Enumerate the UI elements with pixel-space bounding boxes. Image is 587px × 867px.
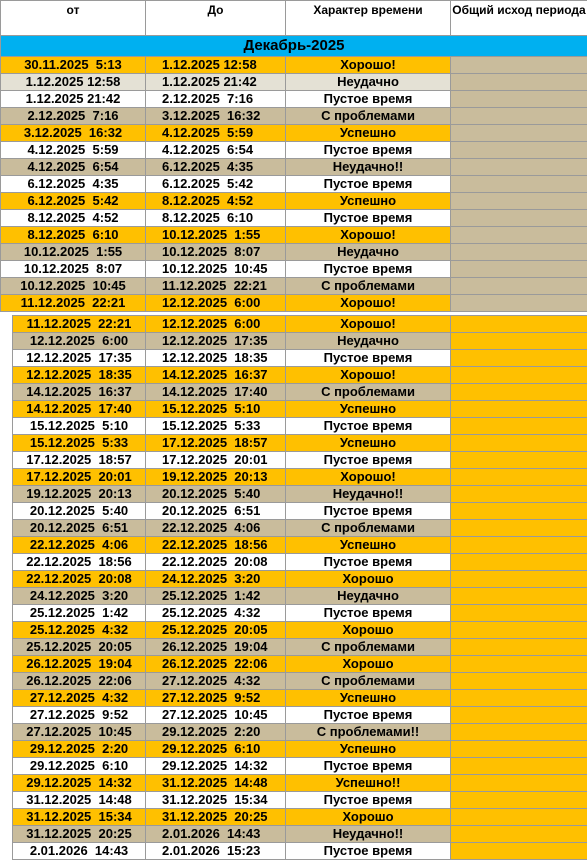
table-row: [13, 775, 587, 792]
cell-character: С проблемами!!: [286, 724, 451, 741]
cell-character: Хорошо!: [286, 469, 451, 486]
cell-from: 25.12.2025 1:42: [13, 605, 146, 622]
table-row: [1, 261, 587, 278]
cell-character: С проблемами: [286, 108, 451, 125]
table-row: [13, 571, 587, 588]
cell-to: 22.12.2025 18:56: [146, 537, 286, 554]
cell-character: Пустое время: [286, 418, 451, 435]
cell-from: 31.12.2025 15:34: [13, 809, 146, 826]
month-title: Декабрь-2025: [1, 36, 587, 57]
cell-to: 24.12.2025 3:20: [146, 571, 286, 588]
cell-to: 15.12.2025 5:33: [146, 418, 286, 435]
cell-to: 4.12.2025 5:59: [146, 125, 286, 142]
table-row: [1, 176, 587, 193]
cell-outcome: [451, 384, 587, 401]
cell-character: Успешно: [286, 741, 451, 758]
cell-from: 12.12.2025 6:00: [13, 333, 146, 350]
cell-outcome: [451, 401, 587, 418]
cell-outcome: [451, 537, 587, 554]
cell-to: 29.12.2025 6:10: [146, 741, 286, 758]
cell-to: 25.12.2025 4:32: [146, 605, 286, 622]
table-row: [13, 486, 587, 503]
cell-character: Пустое время: [286, 554, 451, 571]
cell-from: 31.12.2025 14:48: [13, 792, 146, 809]
table-row: [13, 656, 587, 673]
cell-from: 8.12.2025 6:10: [1, 227, 146, 244]
cell-character: Неудачно!!: [286, 159, 451, 176]
header-character: Характер времени: [286, 1, 451, 36]
cell-outcome: [451, 503, 587, 520]
cell-to: 31.12.2025 14:48: [146, 775, 286, 792]
cell-outcome: [451, 843, 587, 860]
cell-outcome: [451, 673, 587, 690]
cell-from: 6.12.2025 4:35: [1, 176, 146, 193]
cell-outcome: [451, 91, 587, 108]
cell-to: 29.12.2025 2:20: [146, 724, 286, 741]
cell-character: С проблемами: [286, 520, 451, 537]
cell-character: Хорошо: [286, 622, 451, 639]
cell-character: Пустое время: [286, 707, 451, 724]
cell-from: 15.12.2025 5:10: [13, 418, 146, 435]
cell-from: 29.12.2025 2:20: [13, 741, 146, 758]
cell-character: Успешно!!: [286, 775, 451, 792]
cell-from: 27.12.2025 10:45: [13, 724, 146, 741]
cell-outcome: [451, 125, 587, 142]
header-to: До: [146, 1, 286, 36]
table-row: [13, 826, 587, 843]
cell-outcome: [451, 588, 587, 605]
cell-character: Пустое время: [286, 758, 451, 775]
table-row: [1, 108, 587, 125]
cell-to: 1.12.2025 21:42: [146, 74, 286, 91]
cell-character: Хорошо!: [286, 295, 451, 312]
table-row: [13, 435, 587, 452]
cell-character: С проблемами: [286, 639, 451, 656]
cell-outcome: [451, 486, 587, 503]
cell-from: 22.12.2025 18:56: [13, 554, 146, 571]
table-row: [1, 91, 587, 108]
table-row: [13, 792, 587, 809]
cell-outcome: [451, 792, 587, 809]
table-row: [13, 469, 587, 486]
cell-from: 8.12.2025 4:52: [1, 210, 146, 227]
table-row: [13, 384, 587, 401]
cell-to: 10.12.2025 10:45: [146, 261, 286, 278]
cell-outcome: [451, 639, 587, 656]
cell-to: 2.01.2026 14:43: [146, 826, 286, 843]
cell-character: Успешно: [286, 125, 451, 142]
cell-outcome: [451, 724, 587, 741]
schedule-table-top: [0, 0, 587, 312]
cell-to: 26.12.2025 19:04: [146, 639, 286, 656]
cell-to: 31.12.2025 20:25: [146, 809, 286, 826]
cell-character: Пустое время: [286, 91, 451, 108]
cell-character: Пустое время: [286, 452, 451, 469]
cell-outcome: [451, 809, 587, 826]
cell-to: 26.12.2025 22:06: [146, 656, 286, 673]
cell-character: Хорошо: [286, 809, 451, 826]
cell-outcome: [451, 193, 587, 210]
header-from: от: [1, 1, 146, 36]
cell-to: 12.12.2025 18:35: [146, 350, 286, 367]
cell-outcome: [451, 469, 587, 486]
cell-from: 17.12.2025 20:01: [13, 469, 146, 486]
table-row: [13, 707, 587, 724]
cell-to: 10.12.2025 1:55: [146, 227, 286, 244]
table-row: [1, 210, 587, 227]
cell-from: 26.12.2025 22:06: [13, 673, 146, 690]
cell-character: Хорошо!: [286, 367, 451, 384]
cell-outcome: [451, 227, 587, 244]
cell-from: 20.12.2025 6:51: [13, 520, 146, 537]
cell-from: 20.12.2025 5:40: [13, 503, 146, 520]
cell-to: 8.12.2025 6:10: [146, 210, 286, 227]
cell-outcome: [451, 741, 587, 758]
cell-to: 14.12.2025 16:37: [146, 367, 286, 384]
cell-outcome: [451, 520, 587, 537]
cell-character: С проблемами: [286, 673, 451, 690]
cell-character: Успешно: [286, 193, 451, 210]
cell-outcome: [451, 826, 587, 843]
cell-outcome: [451, 571, 587, 588]
cell-from: 14.12.2025 17:40: [13, 401, 146, 418]
cell-outcome: [451, 261, 587, 278]
cell-outcome: [451, 622, 587, 639]
cell-to: 25.12.2025 1:42: [146, 588, 286, 605]
header-outcome: Общий исход периода: [451, 1, 587, 36]
table-row: [13, 622, 587, 639]
cell-outcome: [451, 758, 587, 775]
cell-from: 19.12.2025 20:13: [13, 486, 146, 503]
cell-to: 29.12.2025 14:32: [146, 758, 286, 775]
cell-outcome: [451, 690, 587, 707]
table-row: [13, 690, 587, 707]
table-row: [13, 724, 587, 741]
cell-to: 6.12.2025 4:35: [146, 159, 286, 176]
cell-character: Хорошо: [286, 571, 451, 588]
cell-outcome: [451, 74, 587, 91]
cell-from: 30.11.2025 5:13: [1, 57, 146, 74]
cell-character: Хорошо!: [286, 57, 451, 74]
cell-from: 4.12.2025 5:59: [1, 142, 146, 159]
cell-from: 3.12.2025 16:32: [1, 125, 146, 142]
cell-from: 17.12.2025 18:57: [13, 452, 146, 469]
cell-outcome: [451, 367, 587, 384]
cell-to: 4.12.2025 6:54: [146, 142, 286, 159]
cell-character: Пустое время: [286, 210, 451, 227]
table-row: [13, 503, 587, 520]
cell-to: 25.12.2025 20:05: [146, 622, 286, 639]
cell-character: Успешно: [286, 435, 451, 452]
cell-to: 22.12.2025 20:08: [146, 554, 286, 571]
cell-from: 27.12.2025 4:32: [13, 690, 146, 707]
cell-outcome: [451, 176, 587, 193]
table-row: [1, 244, 587, 261]
cell-outcome: [451, 244, 587, 261]
cell-from: 25.12.2025 20:05: [13, 639, 146, 656]
header-row: [1, 1, 587, 36]
table-row: [13, 809, 587, 826]
cell-character: Неудачно: [286, 74, 451, 91]
cell-from: 11.12.2025 22:21: [1, 295, 146, 312]
cell-outcome: [451, 57, 587, 74]
cell-outcome: [451, 210, 587, 227]
table-row: [13, 741, 587, 758]
cell-from: 25.12.2025 4:32: [13, 622, 146, 639]
month-row: [1, 36, 587, 57]
cell-from: 14.12.2025 16:37: [13, 384, 146, 401]
cell-to: 12.12.2025 6:00: [146, 295, 286, 312]
cell-outcome: [451, 316, 587, 333]
table-row: [13, 520, 587, 537]
cell-character: С проблемами: [286, 384, 451, 401]
cell-to: 20.12.2025 6:51: [146, 503, 286, 520]
cell-character: Неудачно: [286, 333, 451, 350]
cell-from: 11.12.2025 22:21: [13, 316, 146, 333]
cell-from: 1.12.2025 12:58: [1, 74, 146, 91]
table-row: [1, 193, 587, 210]
cell-character: Успешно: [286, 537, 451, 554]
cell-character: Пустое время: [286, 261, 451, 278]
table-row: [13, 367, 587, 384]
cell-to: 10.12.2025 8:07: [146, 244, 286, 261]
cell-from: 29.12.2025 14:32: [13, 775, 146, 792]
table-row: [1, 295, 587, 312]
cell-outcome: [451, 418, 587, 435]
cell-from: 2.12.2025 7:16: [1, 108, 146, 125]
cell-from: 31.12.2025 20:25: [13, 826, 146, 843]
cell-outcome: [451, 656, 587, 673]
cell-to: 6.12.2025 5:42: [146, 176, 286, 193]
cell-from: 27.12.2025 9:52: [13, 707, 146, 724]
cell-character: Успешно: [286, 401, 451, 418]
table-row: [13, 333, 587, 350]
cell-to: 14.12.2025 17:40: [146, 384, 286, 401]
table-row: [13, 758, 587, 775]
cell-from: 10.12.2025 1:55: [1, 244, 146, 261]
table-row: [13, 537, 587, 554]
cell-outcome: [451, 295, 587, 312]
cell-outcome: [451, 554, 587, 571]
cell-to: 27.12.2025 4:32: [146, 673, 286, 690]
table-row: [13, 673, 587, 690]
cell-outcome: [451, 142, 587, 159]
cell-from: 15.12.2025 5:33: [13, 435, 146, 452]
table-row: [1, 125, 587, 142]
cell-to: 3.12.2025 16:32: [146, 108, 286, 125]
cell-from: 6.12.2025 5:42: [1, 193, 146, 210]
cell-to: 27.12.2025 10:45: [146, 707, 286, 724]
cell-outcome: [451, 108, 587, 125]
cell-from: 22.12.2025 20:08: [13, 571, 146, 588]
cell-from: 10.12.2025 10:45: [1, 278, 146, 295]
cell-to: 20.12.2025 5:40: [146, 486, 286, 503]
cell-from: 4.12.2025 6:54: [1, 159, 146, 176]
cell-to: 22.12.2025 4:06: [146, 520, 286, 537]
table-row: [13, 401, 587, 418]
cell-character: Неудачно!!: [286, 826, 451, 843]
table-row: [1, 57, 587, 74]
cell-to: 17.12.2025 20:01: [146, 452, 286, 469]
cell-outcome: [451, 775, 587, 792]
cell-character: Неудачно: [286, 588, 451, 605]
table-row: [13, 350, 587, 367]
cell-to: 17.12.2025 18:57: [146, 435, 286, 452]
cell-character: Успешно: [286, 690, 451, 707]
table-row: [1, 227, 587, 244]
table-row: [1, 278, 587, 295]
cell-character: Неудачно!!: [286, 486, 451, 503]
cell-character: Пустое время: [286, 142, 451, 159]
cell-from: 2.01.2026 14:43: [13, 843, 146, 860]
cell-character: С проблемами: [286, 278, 451, 295]
cell-character: Пустое время: [286, 605, 451, 622]
table-row: [13, 316, 587, 333]
schedule-table-bottom: [12, 315, 587, 860]
table-row: [13, 588, 587, 605]
cell-character: Пустое время: [286, 843, 451, 860]
cell-from: 26.12.2025 19:04: [13, 656, 146, 673]
cell-outcome: [451, 452, 587, 469]
cell-from: 22.12.2025 4:06: [13, 537, 146, 554]
cell-from: 1.12.2025 21:42: [1, 91, 146, 108]
cell-character: Хорошо: [286, 656, 451, 673]
cell-to: 11.12.2025 22:21: [146, 278, 286, 295]
cell-to: 2.12.2025 7:16: [146, 91, 286, 108]
cell-outcome: [451, 350, 587, 367]
cell-outcome: [451, 278, 587, 295]
cell-outcome: [451, 435, 587, 452]
cell-to: 19.12.2025 20:13: [146, 469, 286, 486]
cell-character: Хорошо!: [286, 316, 451, 333]
cell-to: 12.12.2025 6:00: [146, 316, 286, 333]
table-row: [13, 639, 587, 656]
table-row: [1, 74, 587, 91]
cell-to: 27.12.2025 9:52: [146, 690, 286, 707]
cell-outcome: [451, 333, 587, 350]
table-row: [13, 843, 587, 860]
table-row: [13, 452, 587, 469]
cell-outcome: [451, 605, 587, 622]
cell-from: 10.12.2025 8:07: [1, 261, 146, 278]
table-row: [13, 554, 587, 571]
cell-to: 1.12.2025 12:58: [146, 57, 286, 74]
cell-character: Неудачно: [286, 244, 451, 261]
cell-character: Хорошо!: [286, 227, 451, 244]
cell-to: 15.12.2025 5:10: [146, 401, 286, 418]
table-row: [1, 159, 587, 176]
cell-character: Пустое время: [286, 792, 451, 809]
cell-to: 8.12.2025 4:52: [146, 193, 286, 210]
table-row: [1, 142, 587, 159]
cell-character: Пустое время: [286, 350, 451, 367]
cell-from: 24.12.2025 3:20: [13, 588, 146, 605]
cell-from: 12.12.2025 18:35: [13, 367, 146, 384]
cell-to: 31.12.2025 15:34: [146, 792, 286, 809]
cell-character: Пустое время: [286, 503, 451, 520]
cell-character: Пустое время: [286, 176, 451, 193]
table-row: [13, 605, 587, 622]
cell-to: 12.12.2025 17:35: [146, 333, 286, 350]
cell-from: 29.12.2025 6:10: [13, 758, 146, 775]
table-row: [13, 418, 587, 435]
cell-from: 12.12.2025 17:35: [13, 350, 146, 367]
cell-outcome: [451, 707, 587, 724]
cell-to: 2.01.2026 15:23: [146, 843, 286, 860]
cell-outcome: [451, 159, 587, 176]
